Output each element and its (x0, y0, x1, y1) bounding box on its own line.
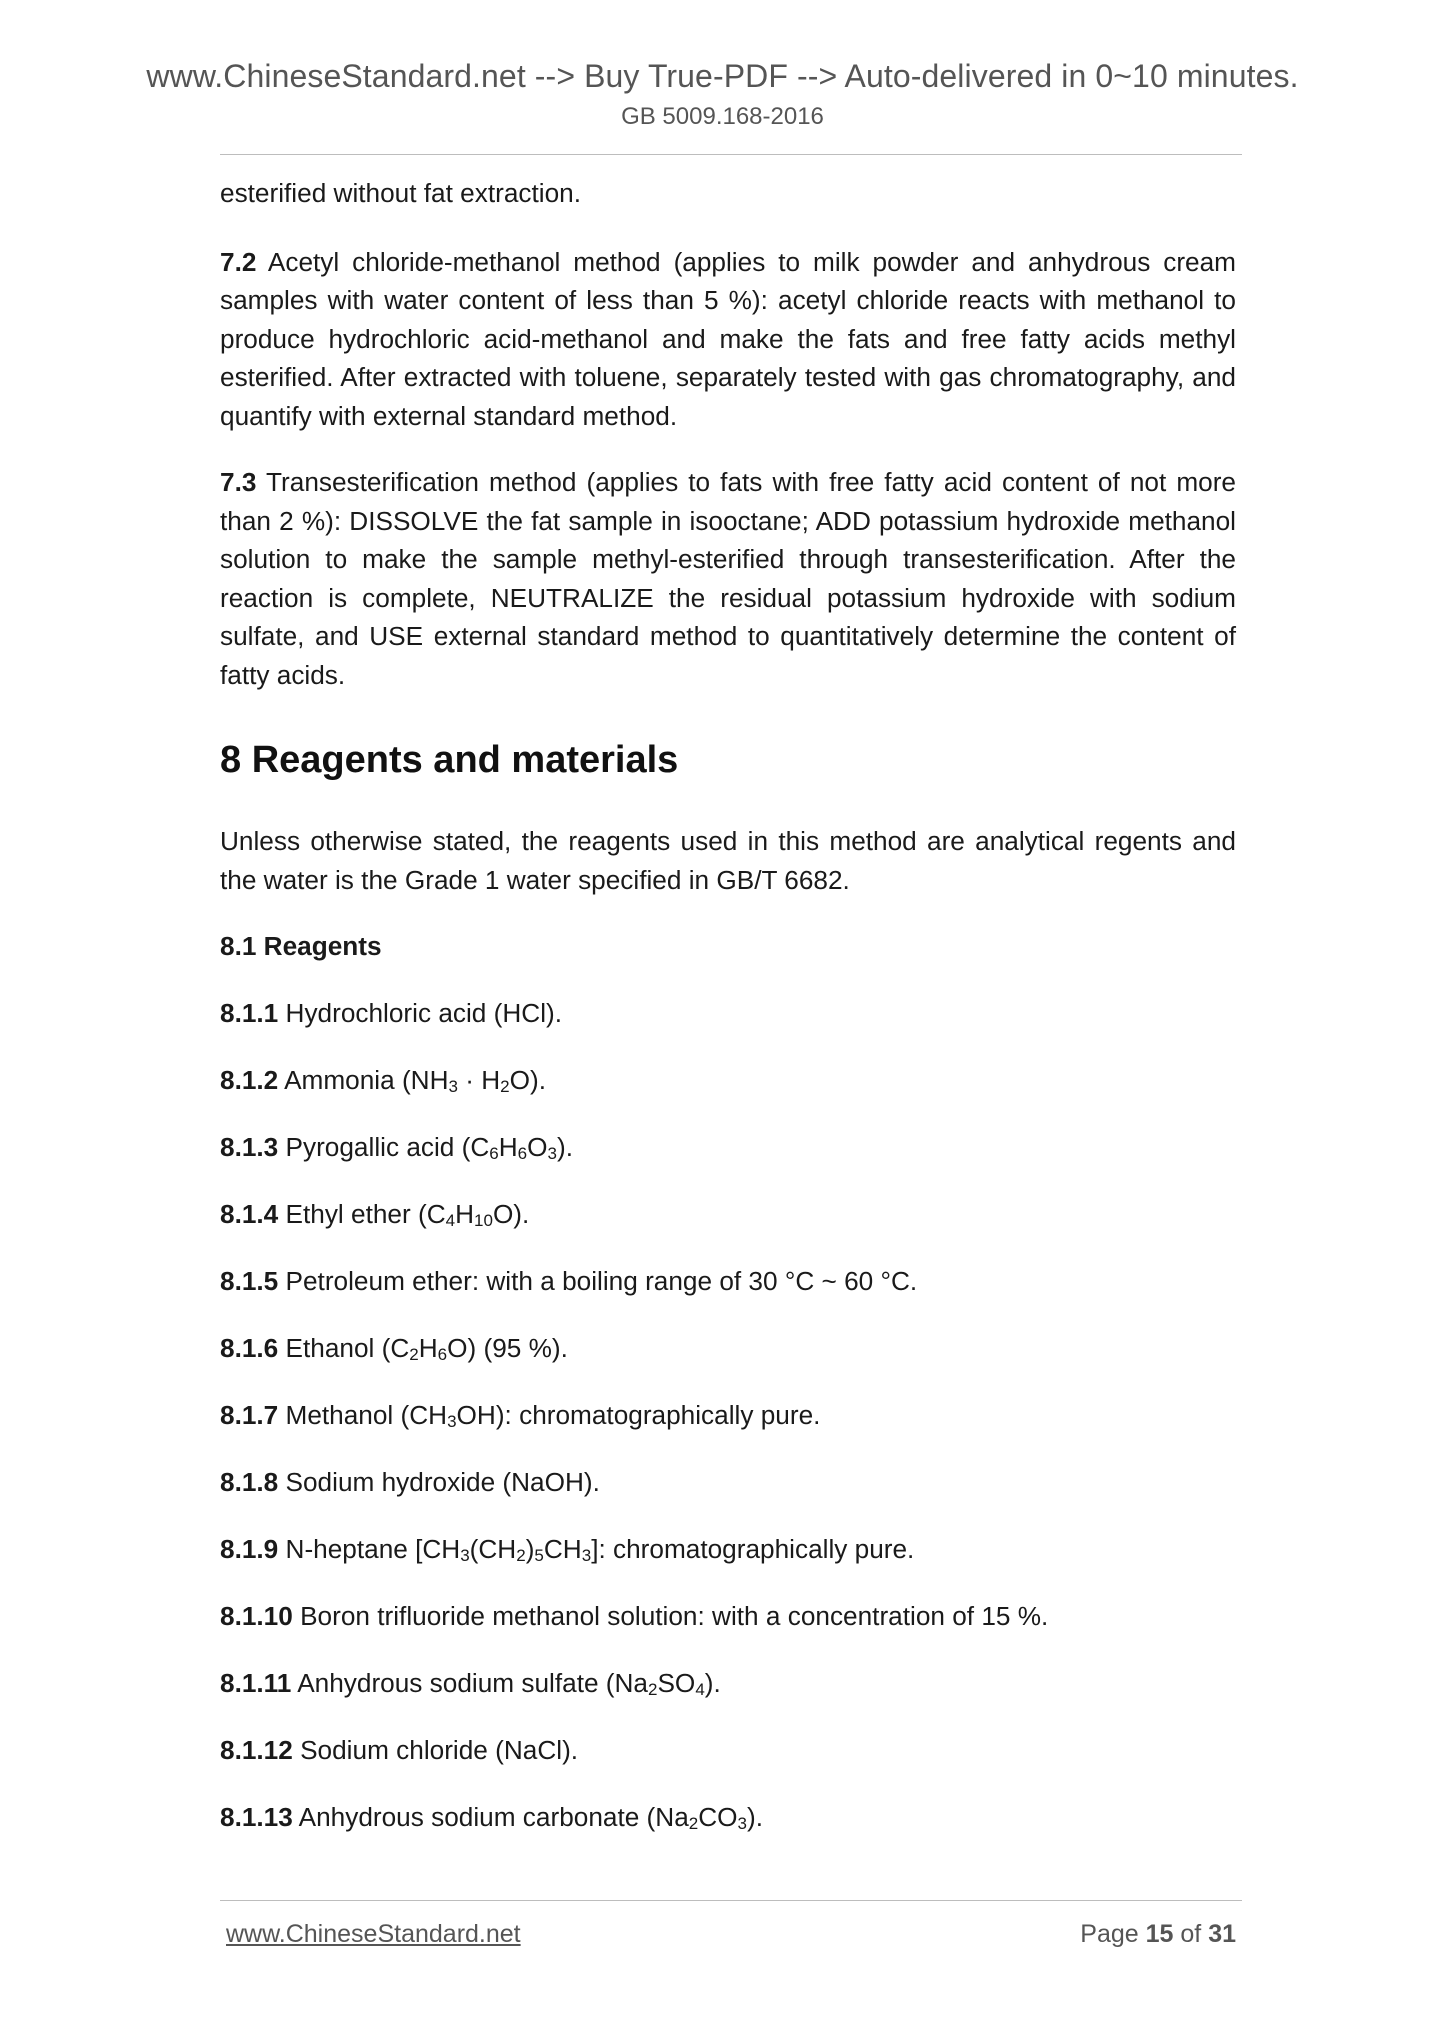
reagent-list (220, 994, 1236, 1836)
reagent-number: 8.1.6 (220, 1333, 279, 1363)
reagent-number: 8.1.2 (220, 1065, 279, 1095)
page-current: 15 (1145, 1920, 1174, 1948)
header-banner[interactable]: www.ChineseStandard.net --> Buy True-PDF --> Auto-delivered in 0~10 minutes. (146, 58, 1299, 94)
reagent-number: 8.1.4 (220, 1199, 279, 1229)
reagent-item (220, 1061, 1236, 1099)
reagent-text: Methanol $(CH_3OH)$: chromatographically pure. (278, 1400, 821, 1431)
reagent-number: 8.1.11 (220, 1668, 292, 1698)
reagent-item (220, 994, 1236, 1032)
continuation-text: esterified without fat extraction. (220, 178, 581, 208)
footer-divider (220, 1900, 1242, 1901)
reagent-number: 8.1.12 (220, 1735, 293, 1765)
reagent-item (220, 1597, 1236, 1635)
reagent-text: Hydrochloric acid (HCl). (278, 998, 563, 1028)
reagent-item (220, 1262, 1236, 1300)
reagent-text: Anhydrous sodium sulfate $(Na_2SO_4)$. (291, 1668, 721, 1699)
reagent-text: Ethyl ether $(C_4H_{10}O)$. (278, 1199, 530, 1230)
page-prefix: Page (1080, 1920, 1146, 1948)
section-8-intro: Unless otherwise stated, the reagents used in this method are analytical regents and the water is the Grade 1 water specified in GB/T 6682. (220, 826, 1236, 895)
reagent-item (220, 1396, 1236, 1434)
reagent-text: Boron trifluoride methanol solution: with a concentration of 15 %. (292, 1601, 1049, 1631)
reagent-text: Sodium hydroxide (NaOH). (278, 1467, 600, 1497)
reagent-text: N-heptane $[CH_3(CH_2)_5CH_3]$: chromatographically pure. (278, 1534, 915, 1565)
page-of: of (1173, 1920, 1209, 1948)
reagent-number: 8.1.13 (220, 1802, 293, 1832)
reagent-item (220, 1195, 1236, 1233)
section-number: 7.3 (220, 467, 257, 497)
reagent-number: 8.1.3 (220, 1132, 279, 1162)
reagent-text: Ammonia $(NH_3 \cdot H_2O)$. (278, 1065, 547, 1096)
document-id: GB 5009.168-2016 (621, 103, 824, 130)
reagent-number: 8.1.10 (220, 1601, 293, 1631)
reagent-item (220, 1463, 1236, 1501)
reagent-text: Anhydrous sodium carbonate $(Na_2CO_3)$. (292, 1802, 763, 1833)
reagent-number: 8.1.1 (220, 998, 279, 1028)
reagent-number: 8.1.9 (220, 1534, 279, 1564)
page-indicator (1080, 1918, 1236, 1950)
reagent-text: Sodium chloride (NaCl). (292, 1735, 579, 1765)
reagent-text: Pyrogallic acid $(C_6H_6O_3)$. (278, 1132, 573, 1163)
reagent-number: 8.1.8 (220, 1467, 279, 1497)
reagent-text: Petroleum ether: with a boiling range of 30 °C ~ 60 °C. (278, 1266, 918, 1296)
footer-site-link[interactable]: www.ChineseStandard.net (226, 1920, 521, 1948)
reagent-item (220, 1128, 1236, 1166)
reagent-item (220, 1731, 1236, 1769)
section-text: Acetyl chloride-methanol method (applies to milk powder and anhydrous cream samples with water content of less than 5 %): acetyl chloride reacts with methanol to produce hydrochloric acid-methanol and make the fats and free fatty acids methyl esterified. After extracted with toluene, separately tested with gas chromatography, and quantify with external standard method. (220, 246, 1236, 431)
page-header (0, 56, 1445, 132)
section-7-2 (220, 243, 1236, 436)
reagent-item (220, 1530, 1236, 1568)
reagent-item (220, 1664, 1236, 1702)
page-total: 31 (1208, 1920, 1236, 1948)
section-number: 7.2 (220, 246, 257, 277)
page-content (220, 174, 1236, 1865)
section-8-heading: 8 Reagents and materials (220, 739, 679, 781)
header-divider (220, 154, 1242, 155)
reagent-item (220, 1798, 1236, 1836)
reagent-text: Ethanol $(C_2H_6O)$ (95 %). (278, 1333, 568, 1364)
reagent-number: 8.1.5 (220, 1266, 279, 1296)
section-7-3 (220, 463, 1236, 694)
section-text: Transesterification method (applies to fats with free fatty acid content of not more than 2 %): DISSOLVE the fat sample in isooctane; ADD potassium hydroxide methanol solution to make the sample methyl-esterified through transesterification. After the reaction is complete, NEUTRALIZE the residual potassium hydroxide with sodium sulfate, and USE external standard method to quantitatively determine the content of fatty acids. (220, 467, 1236, 690)
reagent-item (220, 1329, 1236, 1367)
section-8-1-heading: 8.1 Reagents (220, 931, 382, 961)
reagent-number: 8.1.7 (220, 1400, 279, 1430)
